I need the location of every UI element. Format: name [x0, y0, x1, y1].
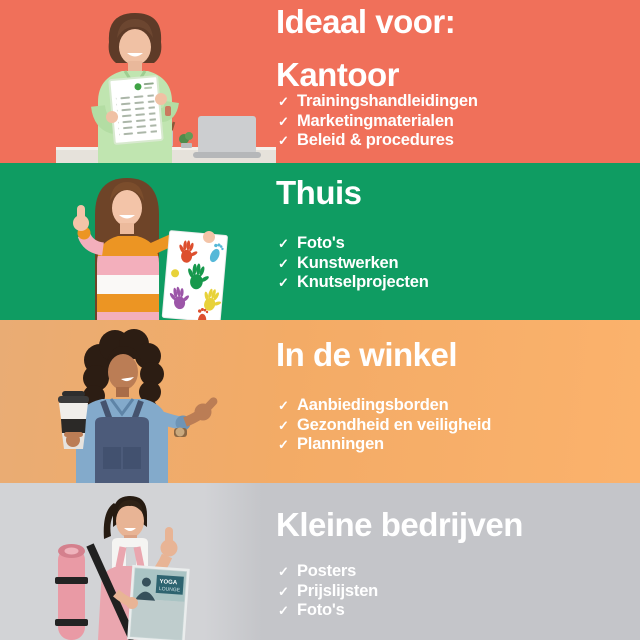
check-item [278, 562, 378, 582]
check-icon: ✓ [278, 133, 289, 148]
poster-title-line2: LOUNGE [158, 586, 181, 594]
check-item-label: Prijslijsten [297, 581, 379, 600]
check-item-label: Foto's [297, 601, 345, 619]
thuis-heading: Thuis [276, 174, 362, 211]
check-icon: ✓ [278, 94, 289, 109]
kantoor-checklist [278, 92, 478, 151]
bedrijven-heading: Kleine bedrijven [276, 506, 523, 543]
check-item [278, 112, 478, 132]
office-woman [98, 13, 172, 163]
check-item [278, 254, 429, 274]
check-icon: ✓ [278, 417, 289, 433]
check-item-label: Trainingshandleidingen [297, 92, 478, 110]
yoga-mat [55, 544, 88, 640]
handprint-artwork [162, 231, 230, 320]
check-item [278, 234, 429, 254]
section-kleine-bedrijven [0, 483, 640, 640]
check-item [278, 131, 478, 151]
check-item-label: Planningen [297, 435, 384, 453]
winkel-checklist [278, 396, 491, 455]
check-item-label: Foto's [297, 234, 345, 252]
section-in-de-winkel [0, 320, 640, 483]
section-thuis [0, 163, 640, 320]
photo-office-woman [0, 0, 276, 163]
check-icon: ✓ [278, 437, 289, 452]
striped-sweater [97, 236, 159, 320]
kantoor-heading: Kantoor [276, 56, 399, 93]
photo-yoga-woman [0, 483, 276, 640]
check-item [278, 396, 491, 416]
plant [179, 132, 193, 148]
poster-title-line1: YOGA [159, 579, 178, 587]
check-icon: ✓ [278, 113, 289, 129]
check-item-label: Posters [297, 562, 357, 580]
photo-barista [0, 320, 276, 483]
check-item [278, 582, 378, 602]
check-icon: ✓ [278, 398, 289, 413]
check-item-label: Beleid & procedures [297, 131, 454, 149]
check-icon: ✓ [278, 255, 289, 271]
check-item [278, 601, 378, 621]
check-icon: ✓ [278, 603, 289, 618]
check-icon: ✓ [278, 236, 289, 251]
bedrijven-checklist [278, 562, 378, 621]
pointing-thumb-icon [195, 396, 220, 421]
photo-girl-artwork [0, 163, 276, 320]
check-item [278, 416, 491, 436]
section-kantoor [0, 0, 640, 163]
laptop [193, 116, 261, 158]
check-icon: ✓ [278, 564, 289, 579]
page-title: Ideaal voor: [276, 3, 456, 40]
thuis-checklist [278, 234, 429, 293]
wrist-watch [174, 428, 187, 438]
barista-woman [58, 329, 219, 483]
winkel-heading: In de winkel [276, 336, 458, 373]
check-item-label: Aanbiedingsborden [297, 396, 449, 414]
check-item-label: Marketingmaterialen [297, 111, 454, 130]
check-item-label: Knutselprojecten [297, 273, 429, 291]
laminated-document [109, 76, 162, 144]
check-item-label: Kunstwerken [297, 253, 399, 272]
check-item [278, 435, 491, 455]
check-icon: ✓ [278, 583, 289, 599]
girl [73, 178, 172, 320]
check-item [278, 92, 478, 112]
check-item [278, 273, 429, 293]
thumbs-up-icon [73, 205, 89, 231]
check-item-label: Gezondheid en veiligheid [297, 415, 492, 434]
denim-apron [95, 417, 149, 483]
check-icon: ✓ [278, 275, 289, 290]
